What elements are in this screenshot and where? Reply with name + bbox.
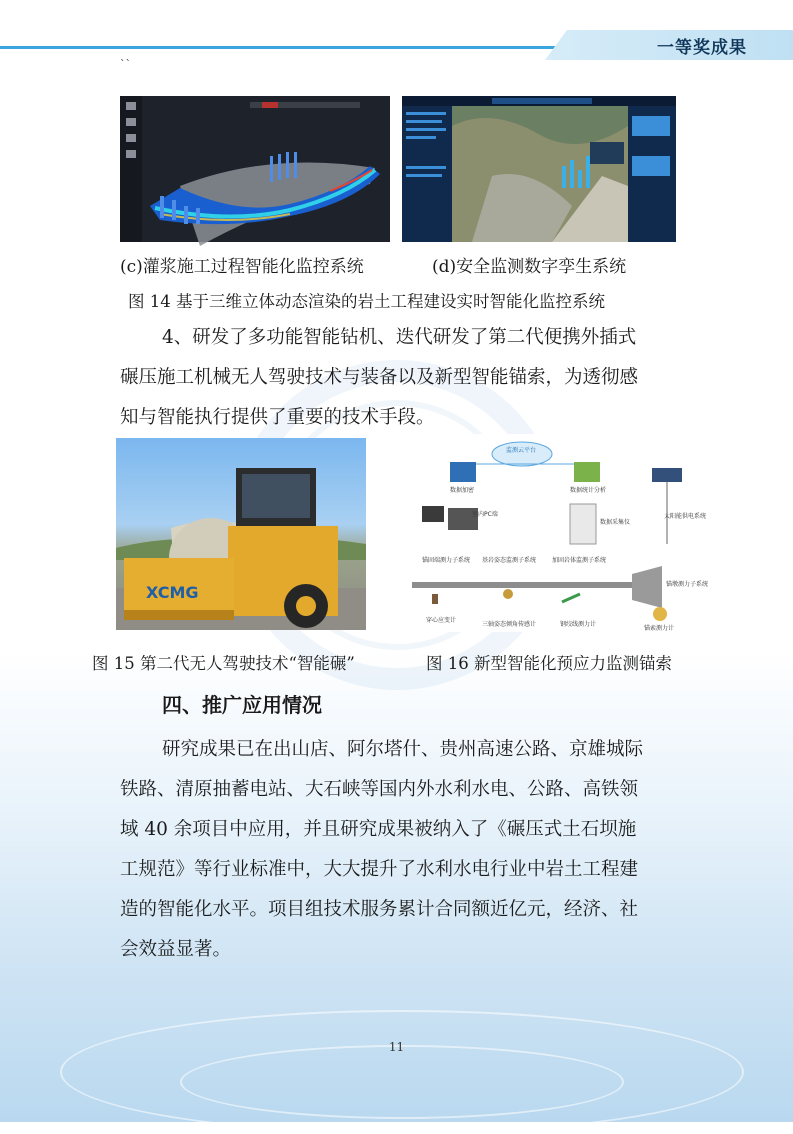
diagram-rock-sub-label: 基岩姿态监测子系统 <box>482 557 537 564</box>
diagram-anchor-sub-label: 锚固端测力子系统 <box>422 557 471 564</box>
section-heading: 四、推广应用情况 <box>162 693 322 717</box>
page-number: 11 <box>388 1040 405 1054</box>
diagram-collector-label: 数据采集仪 <box>600 519 631 526</box>
diagram-anchor-body-sub-label: 加固岩体监测子系统 <box>552 557 607 564</box>
diagram-encrypt-label: 数据加密 <box>450 487 475 494</box>
diagram-room-label: 室内PC端 <box>472 511 498 518</box>
diagram-sensor4-label: 锚索测力计 <box>644 625 675 632</box>
figure-16-caption: 图 16 新型智能化预应力监测锚索 <box>426 654 672 673</box>
text-line: 会效益显著。 <box>120 939 232 960</box>
text-line: 造的智能化水平。项目组技术服务累计合同额近亿元，经济、社 <box>120 899 639 920</box>
text-line: 碾压施工机械无人驾驶技术与装备以及新型智能锚索，为透彻感 <box>120 367 639 388</box>
figure-14-caption: 图 14 基于三维立体动态渲染的岩土工程建设实时智能化监控系统 <box>128 292 605 311</box>
paragraph-application <box>120 730 680 970</box>
roller-brand-logo: XCMG <box>146 583 199 602</box>
diagram-sensor2-label: 三轴姿态倾角传感计 <box>482 621 537 628</box>
diagram-stats-label: 数据统计分析 <box>570 487 607 494</box>
text-line: 研究成果已在出山店、阿尔塔什、贵州高速公路、京雄城际 <box>162 739 644 760</box>
diagram-sensor3-label: 钢绞线测力计 <box>560 621 597 628</box>
stray-marks: `` <box>120 58 131 71</box>
figure-c-grouting-monitor-image <box>120 96 390 242</box>
header-title: 一等奖成果 <box>657 38 747 58</box>
figure-d-caption: (d)安全监测数字孪生系统 <box>432 257 627 277</box>
figure-15-roller-photo <box>116 438 366 630</box>
text-line: 工规范》等行业标准中，大大提升了水利水电行业中岩土工程建 <box>120 859 639 880</box>
diagram-cloud-label: 监测云平台 <box>506 447 537 454</box>
text-line: 域 40 余项目中应用，并且研究成果被纳入了《碾压式土石坝施 <box>120 819 637 840</box>
figure-d-digital-twin-image <box>402 96 676 242</box>
diagram-sensor1-label: 穿心应变计 <box>426 617 457 624</box>
water-ripple <box>180 1045 624 1119</box>
text-line: 铁路、清原抽蓄电站、大石峡等国内外水利水电、公路、高铁领 <box>120 779 639 800</box>
paragraph-research-equipment <box>120 318 680 438</box>
diagram-solar-label: 太阳能供电系统 <box>664 513 707 520</box>
figure-15-caption: 图 15 第二代无人驾驶技术“智能碾” <box>92 654 355 673</box>
figure-16-anchor-diagram <box>412 434 709 632</box>
text-line: 知与智能执行提供了重要的技术手段。 <box>120 407 435 428</box>
figure-c-caption: (c)灌浆施工过程智能化监控系统 <box>120 257 364 277</box>
diagram-anchor-head-sub-label: 锚墩测力子系统 <box>666 581 709 588</box>
text-line: 4、研发了多功能智能钻机、迭代研发了第二代便携外插式 <box>162 327 637 348</box>
